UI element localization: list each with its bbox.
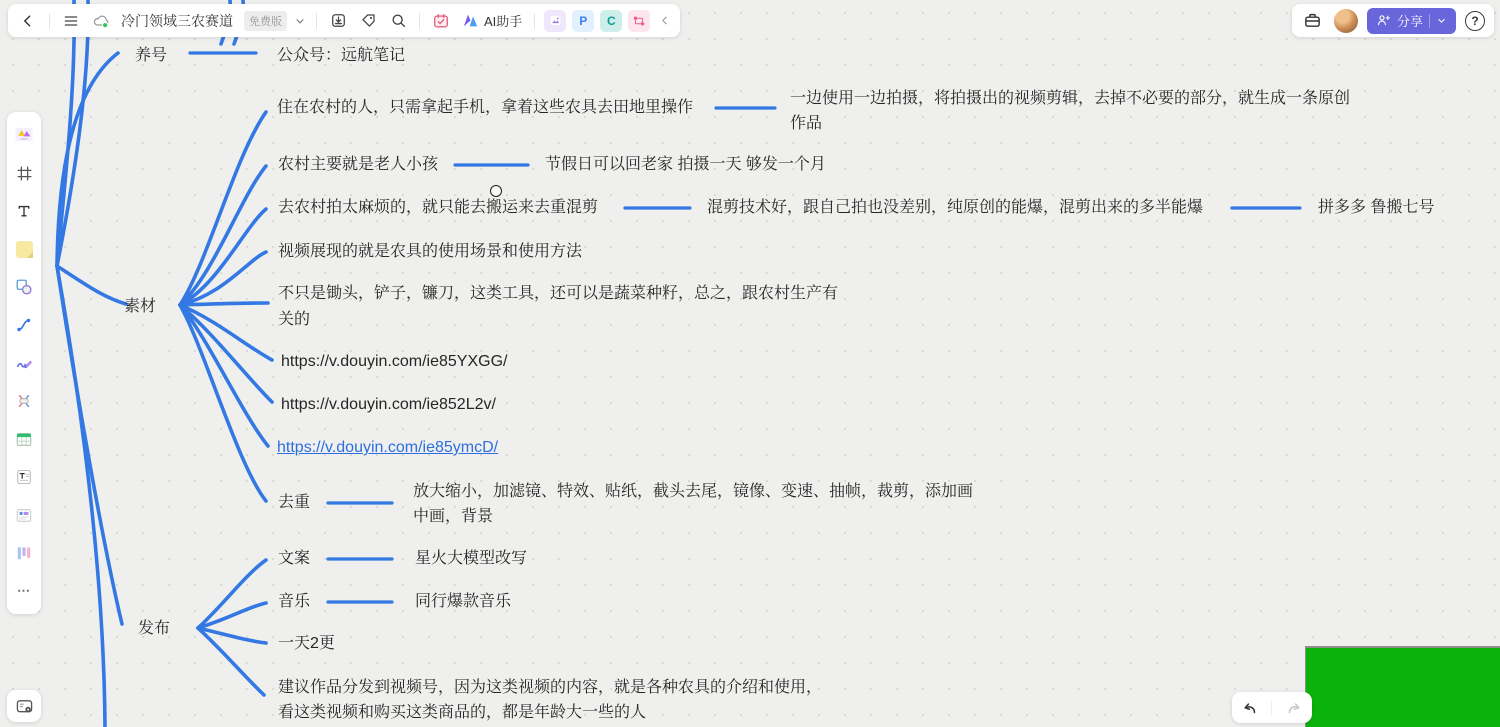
menu-button[interactable] [59,9,83,33]
cloud-sync-icon [89,9,113,33]
node-quzhong[interactable]: 去重 [278,494,311,511]
node-fabu-c3[interactable]: 一天2更 [278,635,335,652]
redo-button[interactable] [1279,695,1309,721]
top-toolbar [8,4,680,37]
p-plugin-icon: P [579,13,588,28]
collapse-toolbar-button[interactable] [656,9,672,33]
more-tools-button[interactable] [12,579,36,603]
minimap-icon [15,698,34,715]
node-sucai-c2[interactable]: 农村主要就是老人小孩 [278,156,439,173]
node-sucai-c3[interactable]: 去农村拍太麻烦的，就只能去搬运来去重混剪 [278,199,599,216]
card-tool[interactable] [12,503,36,527]
ai-assistant-label: AI助手 [484,14,523,29]
help-button[interactable] [1465,11,1485,31]
export-button[interactable] [326,9,350,33]
user-avatar[interactable] [1334,9,1358,33]
divider [49,13,50,29]
sticky-note-tool[interactable] [12,237,36,261]
plan-badge: 免费版 [244,11,287,31]
c-plugin-icon: C [606,13,616,28]
network-icon [632,14,646,28]
share-button[interactable] [1367,8,1456,34]
toolbox-button[interactable] [1301,9,1325,33]
tag-icon [360,12,377,29]
ai-logo-icon [462,13,479,28]
node-douyin-link-2[interactable]: https://v.douyin.com/ie852L2v/ [281,396,496,413]
back-button[interactable] [16,9,40,33]
divider [534,13,535,29]
node-gongzhonghao[interactable]: 公众号：远航笔记 [277,47,406,64]
node-sucai-c5[interactable]: 不只是锄头，铲子，镰刀，这类工具，还可以是蔬菜种籽，总之，跟农村生产有关的 [278,285,839,328]
node-sucai-c2-note[interactable]: 节假日可以回老家 拍摄一天 够发一个月 [545,156,826,173]
share-chevron-down-icon [1436,15,1447,26]
pen-icon [15,354,34,373]
node-fabu-c1[interactable]: 文案 [278,550,311,567]
frame-icon [16,165,33,182]
undo-button[interactable] [1235,695,1265,721]
templates-icon [14,126,34,144]
node-fabu-c1-note[interactable]: 星火大模型改写 [415,550,528,567]
sticky-note-icon [16,241,33,258]
calendar-check-icon [432,12,450,30]
tools-sidebar [7,112,41,614]
tag-button[interactable] [356,9,380,33]
image-plugin-button[interactable] [544,10,566,32]
node-quzhong-note[interactable]: 放大缩小，加滤镜、特效、贴纸，截头去尾，镜像、变速、抽帧，裁剪，添加画中画，背景 [413,483,974,525]
table-icon [15,431,33,448]
collapse-chevron-icon [659,15,670,26]
text-tool[interactable] [12,199,36,223]
node-douyin-link-1[interactable]: https://v.douyin.com/ie85YXGG/ [281,353,508,370]
undo-redo-bar [1232,692,1312,723]
briefcase-icon [1303,11,1322,30]
title-chevron-down-icon[interactable] [293,9,307,33]
node-sucai-c1-note[interactable]: 一边使用一边拍摄，将拍摄出的视频剪辑，去掉不必要的部分，就生成一条原创作品 [790,90,1351,132]
network-plugin-button[interactable] [628,10,650,32]
share-label: 分享 [1396,14,1423,29]
document-tool[interactable] [12,465,36,489]
text-icon [16,203,32,219]
c-plugin-button[interactable] [600,10,622,32]
search-icon [390,12,407,29]
mindmap-icon [14,392,34,410]
node-sucai[interactable]: 素材 [124,298,157,315]
image-icon [548,13,563,28]
templates-tool[interactable] [12,123,36,147]
document-icon [15,468,33,486]
divider [1271,701,1272,715]
node-sucai-c3-note[interactable]: 混剪技术好，跟自己拍也没差别，纯原创的能爆，混剪出来的多半能爆 [707,199,1204,216]
redo-icon [1285,700,1303,716]
shapes-tool[interactable] [12,275,36,299]
share-person-icon [1376,13,1391,28]
shapes-icon [15,278,33,296]
kanban-tool[interactable] [12,541,36,565]
search-button[interactable] [386,9,410,33]
node-fabu-c2-note[interactable]: 同行爆款音乐 [415,593,512,610]
help-icon: ? [1471,13,1479,28]
minimap-toggle-button[interactable] [7,690,41,722]
node-fabu[interactable]: 发布 [138,620,171,637]
kanban-icon [15,545,33,562]
undo-icon [1241,700,1259,716]
frame-tool[interactable] [12,161,36,185]
more-icon: ⋯ [17,583,31,598]
node-fabu-c4[interactable]: 建议作品分发到视频号，因为这类视频的内容，就是各种农具的介绍和使用，看这类视频和购买这类商品的，都是年龄大一些的人 [278,679,823,721]
divider [419,13,420,29]
document-title[interactable]: 冷门领域三农赛道 [121,12,233,29]
node-douyin-link-3[interactable]: https://v.douyin.com/ie85ymcD/ [277,439,499,456]
mouse-cursor [490,185,502,197]
back-icon [20,13,36,29]
menu-icon [63,13,79,29]
node-sucai-c3-note2[interactable]: 拼多多 鲁搬七号 [1318,199,1435,216]
table-tool[interactable] [12,427,36,451]
fabu-branch-curves [198,560,266,695]
divider [316,13,317,29]
p-plugin-button[interactable] [572,10,594,32]
task-calendar-button[interactable] [429,9,453,33]
node-fabu-c2[interactable]: 音乐 [278,593,311,610]
mindmap-tool[interactable] [12,389,36,413]
ai-assistant-button[interactable] [459,11,525,30]
sucai-branch-curves [180,112,272,501]
node-sucai-c1[interactable]: 住在农村的人，只需拿起手机，拿着这些农具去田地里操作 [277,99,694,116]
top-right-toolbar [1292,4,1494,37]
pen-tool[interactable] [12,351,36,375]
connector-tool[interactable] [12,313,36,337]
card-icon [15,507,33,524]
download-icon [330,12,347,29]
divider [1429,14,1430,28]
node-yanghao[interactable]: 养号 [135,47,168,64]
connector-icon [15,316,33,334]
green-screen-shape[interactable] [1305,646,1500,727]
node-sucai-c4[interactable]: 视频展现的就是农具的使用场景和使用方法 [278,243,583,260]
